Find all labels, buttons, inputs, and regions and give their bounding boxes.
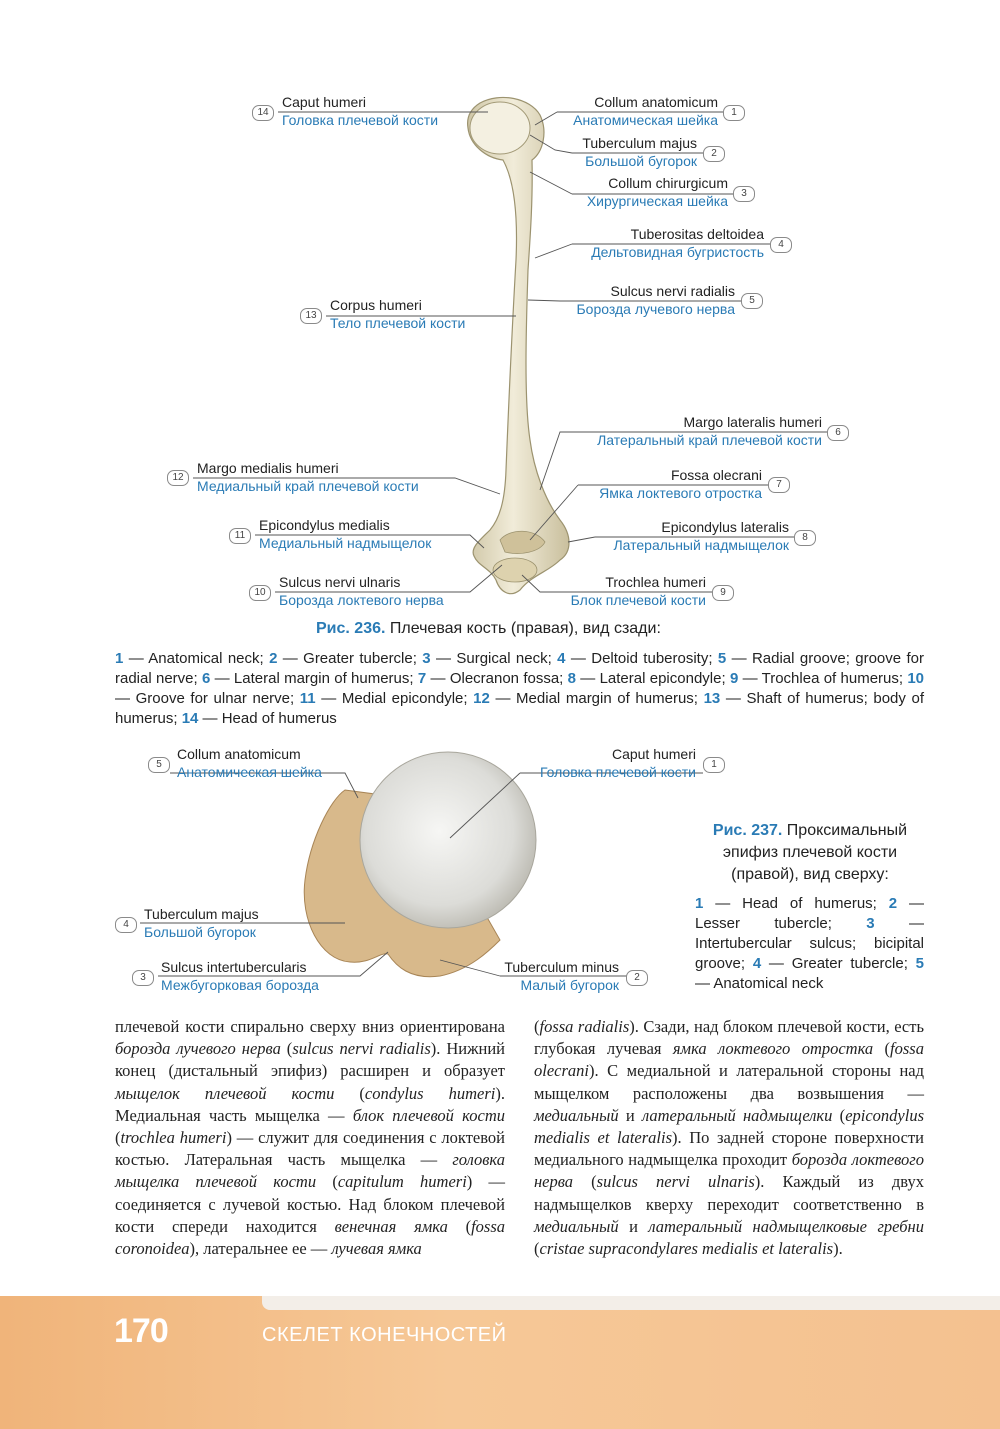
label-tuberculum-minus: [504, 958, 619, 994]
label-latin: Caput humeri: [611, 746, 696, 762]
caption-line: (правой), вид сверху:: [731, 866, 889, 883]
label-latin: Collum anatomicum: [177, 746, 301, 762]
label-russian: Латеральный край плечевой кости: [597, 432, 822, 448]
label-collum-chirurgicum: [587, 174, 728, 210]
term-italic: cristae supracondylares medialis et lateralis: [539, 1239, 834, 1259]
legend-number: 13: [703, 690, 721, 707]
callout-number: 3: [733, 186, 755, 202]
text-run: (: [573, 1172, 597, 1192]
text-run: ). Каждый из двух надмыщелков кверху переходит соответственно в: [534, 1172, 924, 1214]
callout-number: 2: [626, 970, 648, 986]
humerus-head: [470, 102, 530, 154]
text-run: ), латеральнее ее —: [189, 1239, 332, 1259]
caption-line: Проксимальный: [782, 822, 908, 839]
legend-number: 3: [866, 915, 875, 932]
label-latin: Sulcus intertubercularis: [161, 959, 307, 975]
legend-text: — Head of humerus: [198, 710, 337, 727]
text-run: ). Сзади, над блоком плечевой кости, есть глубокая лучевая: [534, 1017, 924, 1059]
label-tuberculum-majus-237: [144, 905, 259, 941]
label-latin: Sulcus nervi ulnaris: [279, 574, 401, 590]
callout-number: 2: [703, 146, 725, 162]
legend-text: — Anatomical neck: [695, 975, 824, 992]
label-latin: Margo lateralis humeri: [683, 414, 822, 430]
legend-text: — Intertubercular sulcus; bicipital groove;: [695, 915, 925, 972]
caption-line: эпифиз плечевой кости: [722, 844, 898, 861]
label-epicondylus-lateralis: [613, 518, 789, 554]
label-russian: Головка плечевой кости: [282, 112, 439, 128]
legend-number: 6: [201, 670, 211, 687]
legend-text: — Anatomical neck;: [123, 650, 270, 667]
legend-number: 10: [907, 670, 925, 687]
term-italic: trochlea humeri: [120, 1128, 227, 1148]
callout-number: 1: [703, 757, 725, 773]
legend-number: 14: [181, 710, 199, 727]
label-collum-anatomicum: [573, 93, 718, 129]
text-run: (: [534, 1239, 540, 1259]
term-italic: борозда лучевого нерва: [115, 1039, 281, 1059]
callout-number: 1: [723, 105, 745, 121]
term-italic: ямка локтевого отростка: [672, 1039, 874, 1059]
legend-text: — Head of humerus;: [703, 895, 889, 912]
text-run: (: [316, 1172, 338, 1192]
body-text-right-column: [534, 1016, 924, 1260]
legend-text: — Lesser tubercle;: [695, 895, 924, 932]
label-caput-humeri-237: [540, 745, 696, 781]
callout-number: 3: [132, 970, 154, 986]
paragraph: [115, 1016, 505, 1260]
legend-number: 9: [729, 670, 739, 687]
text-run: (: [115, 1128, 121, 1148]
term-italic: лучевая ямка: [331, 1239, 422, 1259]
term-italic: головка мыщелка плечевой кости: [115, 1150, 505, 1192]
label-russian: Медиальный надмыщелок: [259, 535, 432, 551]
legend-number: 12: [473, 690, 490, 707]
label-latin: Collum anatomicum: [594, 94, 718, 110]
label-latin: Collum chirurgicum: [608, 175, 728, 191]
page-number: 170: [114, 1312, 168, 1350]
label-latin: Fossa olecrani: [670, 467, 762, 483]
callout-number: 5: [741, 293, 763, 309]
label-latin: Tuberculum minus: [504, 959, 619, 975]
label-russian: Борозда локтевого нерва: [279, 592, 444, 608]
callout-number: 4: [770, 237, 792, 253]
text-run: и: [618, 1105, 642, 1125]
term-italic: блок плечевой кости: [352, 1105, 505, 1125]
callout-number: 6: [827, 425, 849, 441]
legend-text: — Deltoid tuberosity;: [565, 650, 718, 667]
caption-label: Рис. 237.: [712, 822, 783, 839]
label-latin: Tuberculum majus: [144, 906, 259, 922]
term-italic: медиальный: [534, 1105, 619, 1125]
label-latin: Epicondylus lateralis: [661, 519, 789, 535]
term-italic: fossa coronoidea: [115, 1216, 505, 1259]
callout-number: 14: [252, 105, 274, 121]
label-sulcus-intertubercularis: [161, 958, 319, 994]
label-latin: Epicondylus medialis: [259, 517, 390, 533]
text-run: и: [618, 1216, 649, 1236]
legend-number: 8: [567, 670, 576, 687]
legend-number: 1: [115, 650, 124, 667]
term-italic: венечная ямка: [334, 1216, 448, 1236]
legend-number: 2: [269, 650, 278, 667]
text-run: (: [280, 1039, 293, 1059]
text-run: ). По задней стороне поверхности медиального надмыщелка проходит: [534, 1128, 925, 1170]
legend-text: — Greater tubercle;: [761, 955, 916, 972]
term-italic: sulcus nervi ulnaris: [596, 1172, 755, 1192]
legend-text: — Lateral margin of humerus;: [210, 670, 418, 687]
label-russian: Борозда лучевого нерва: [576, 301, 735, 317]
label-tuberculum-majus: [582, 134, 697, 170]
label-fossa-olecrani: [599, 466, 762, 502]
paragraph: [534, 1016, 924, 1260]
text-run: (: [873, 1039, 891, 1059]
callout-number: 8: [794, 530, 816, 546]
legend-number: 4: [752, 955, 762, 972]
legend-text: — Surgical neck;: [430, 650, 558, 667]
figure-236-legend: [115, 649, 924, 729]
term-italic: capitulum humeri: [337, 1172, 467, 1192]
legend-number: 7: [417, 670, 427, 687]
legend-number: 1: [695, 895, 704, 912]
callout-number: 4: [115, 917, 137, 933]
callout-number: 13: [300, 308, 322, 324]
label-sulcus-nervi-ulnaris: [279, 573, 444, 609]
legend-text: — Medial margin of humerus;: [489, 690, 704, 707]
text-run: (: [447, 1216, 472, 1236]
callout-number: 5: [148, 757, 170, 773]
label-trochlea-humeri: [571, 573, 706, 609]
trochlea: [493, 558, 537, 582]
label-latin: Corpus humeri: [330, 297, 422, 313]
caption-text: Плечевая кость (правая), вид сзади:: [385, 620, 661, 637]
text-run: ). Нижний конец (дистальный эпифиз) расширен и образует: [115, 1039, 505, 1081]
text-run: ) — соединяется с лучевой костью. Над блоком плечевой кости спереди находится: [115, 1172, 505, 1236]
callout-number: 9: [712, 585, 734, 601]
label-russian: Хирургическая шейка: [586, 193, 728, 209]
legend-number: 4: [557, 650, 566, 667]
label-russian: Большой бугорок: [144, 924, 256, 940]
term-italic: борозда локтевого нерва: [534, 1150, 924, 1192]
callout-number: 7: [768, 477, 790, 493]
label-latin: Tuberculum majus: [582, 135, 697, 151]
text-run: (: [534, 1017, 540, 1036]
text-run: ). С медиальной и латеральной стороны над мыщелком расположены два возвышения —: [534, 1061, 924, 1103]
figure-236-caption: [316, 620, 661, 638]
text-run: ). Медиальная часть мыщелка —: [115, 1083, 505, 1125]
term-italic: sulcus nervi radialis: [292, 1039, 431, 1059]
text-run: ) — служит для соединения с локтевой костью. Латеральная часть мыщелка —: [115, 1128, 505, 1170]
text-run: плечевой кости спирально сверху вниз ориентирована: [115, 1017, 505, 1036]
term-italic: fossa radialis: [539, 1017, 630, 1036]
label-russian: Ямка локтевого отростка: [599, 485, 762, 501]
humerus-bone: [468, 97, 569, 593]
humeral-head: [360, 752, 536, 928]
legend-text: — Groove for ulnar nerve;: [115, 690, 300, 707]
callout-number: 11: [229, 528, 251, 544]
term-italic: fossa olecrani: [534, 1039, 924, 1081]
legend-text: — Olecranon fossa;: [426, 670, 568, 687]
label-russian: Анатомическая шейка: [573, 112, 718, 128]
label-russian: Блок плечевой кости: [570, 592, 706, 608]
legend-number: 3: [422, 650, 431, 667]
label-latin: Tuberositas deltoidea: [630, 226, 764, 242]
label-latin: Margo medialis humeri: [197, 460, 339, 476]
humerus-illustration: [0, 0, 1000, 640]
label-tuberositas-deltoidea: [591, 225, 764, 261]
label-russian: Межбугорковая борозда: [161, 977, 319, 993]
term-italic: condylus humeri: [364, 1083, 496, 1103]
label-sulcus-nervi-radialis: [576, 282, 735, 318]
label-epicondylus-medialis: [259, 516, 431, 552]
text-run: ).: [833, 1239, 843, 1259]
label-collum-anatomicum-237: [177, 745, 322, 781]
figure-237-legend: [695, 894, 924, 994]
legend-text: — Shaft of humerus; body of humerus;: [115, 690, 925, 727]
term-italic: латеральный надмыщелки: [642, 1105, 833, 1125]
label-latin: Caput humeri: [282, 94, 367, 110]
legend-text: — Trochlea of humerus;: [738, 670, 908, 687]
term-italic: epicondylus medialis et lateralis: [534, 1105, 924, 1148]
caption-label: Рис. 236.: [316, 620, 386, 637]
callout-number: 12: [167, 470, 189, 486]
label-margo-lateralis: [597, 413, 822, 449]
legend-text: — Greater tubercle;: [277, 650, 423, 667]
term-italic: мыщелок плечевой кости: [115, 1083, 335, 1103]
legend-number: 5: [915, 955, 924, 972]
text-run: (: [832, 1105, 846, 1125]
label-russian: Большой бугорок: [585, 153, 697, 169]
legend-text: — Medial epicondyle;: [315, 690, 474, 707]
label-russian: Медиальный край плечевой кости: [197, 478, 419, 494]
text-run: (: [334, 1083, 365, 1103]
legend-number: 5: [717, 650, 727, 667]
label-russian: Малый бугорок: [520, 977, 619, 993]
callout-number: 10: [249, 585, 271, 601]
label-corpus-humeri: [330, 296, 465, 332]
label-latin: Sulcus nervi radialis: [610, 283, 735, 299]
legend-number: 2: [888, 895, 898, 912]
legend-text: — Lateral epicondyle;: [575, 670, 730, 687]
term-italic: латеральный надмыщелковые гребни: [648, 1216, 924, 1236]
label-latin: Trochlea humeri: [605, 574, 706, 590]
term-italic: медиальный: [534, 1216, 619, 1236]
label-caput-humeri: [282, 93, 438, 129]
label-russian: Головка плечевой кости: [539, 764, 696, 780]
label-margo-medialis: [197, 459, 419, 495]
legend-text: — Radial groove; groove for radial nerve;: [115, 650, 924, 687]
label-russian: Дельтовидная бугристость: [591, 244, 764, 260]
label-russian: Тело плечевой кости: [330, 315, 466, 331]
label-russian: Латеральный надмыщелок: [613, 537, 789, 553]
footer-bar: [262, 1296, 1000, 1310]
legend-number: 11: [299, 690, 316, 707]
figure-237-caption: [695, 820, 925, 886]
section-title: СКЕЛЕТ КОНЕЧНОСТЕЙ: [262, 1324, 507, 1346]
label-russian: Анатомическая шейка: [177, 764, 322, 780]
body-text-left-column: [115, 1016, 505, 1260]
